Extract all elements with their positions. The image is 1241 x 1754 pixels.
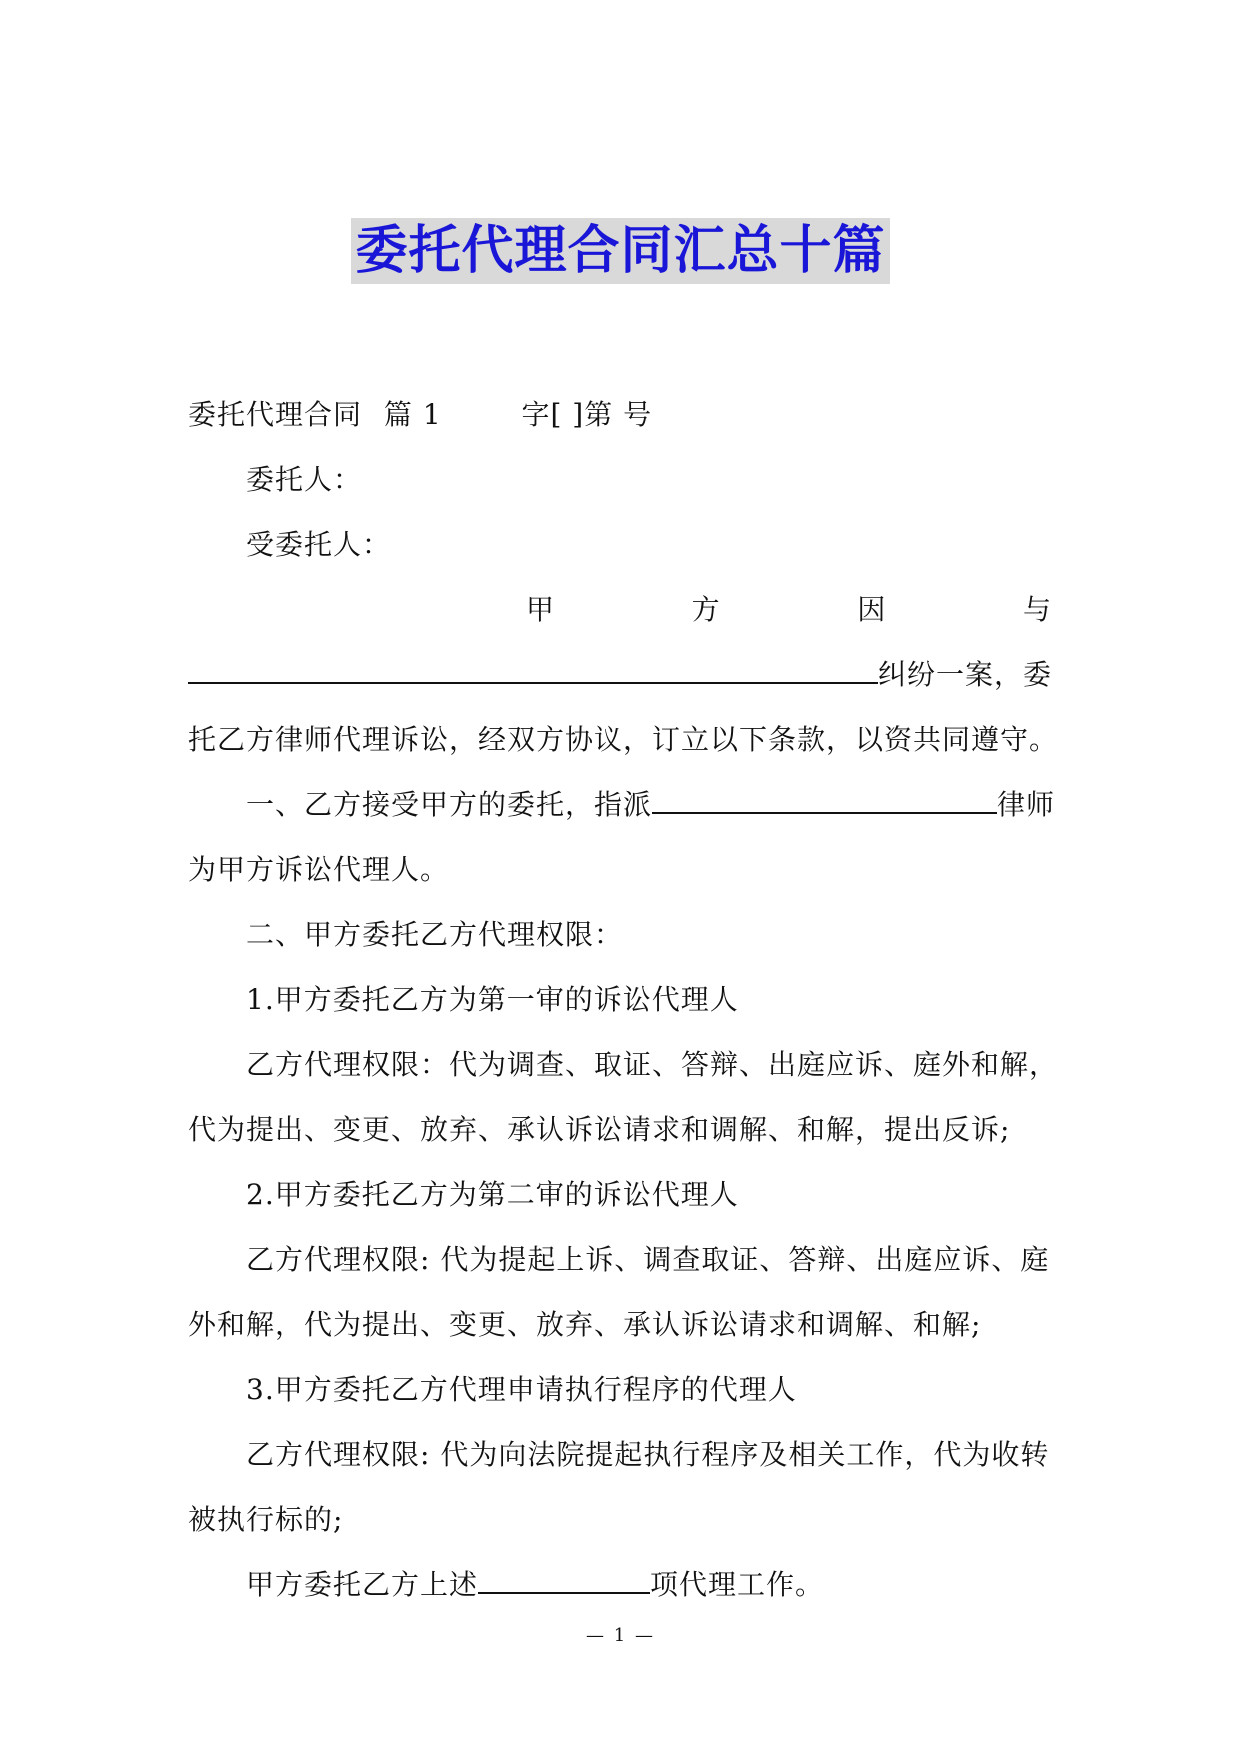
final-line	[188, 1552, 1052, 1617]
document-title: 委托代理合同汇总十篇	[351, 218, 889, 284]
dispute-line	[188, 642, 1052, 707]
item3-line2	[188, 1487, 1052, 1552]
item1-heading-line	[188, 967, 1052, 1032]
paragraph-line	[188, 707, 1059, 772]
contract-heading: 委托代理合同	[188, 398, 363, 431]
item3-text: 乙方代理权限: 代为向法院提起执行程序及相关工作，代为收转	[246, 1438, 1050, 1471]
document-body	[188, 382, 1059, 1617]
agent-line	[188, 512, 1052, 577]
item2-text: 乙方代理权限: 代为提起上诉、调查取证、答辩、出庭应诉、庭	[246, 1243, 1050, 1276]
item2-line2	[188, 1292, 1052, 1357]
item1-line1	[188, 1032, 1059, 1097]
item2-heading-line	[188, 1162, 1052, 1227]
clause2-heading: 二、甲方委托乙方代理权限：	[246, 918, 624, 951]
item1-text: 代为提出、变更、放弃、承认诉讼请求和调解、和解，提出反诉;	[188, 1113, 1011, 1146]
item1-line2	[188, 1097, 1052, 1162]
clause2-heading-line	[188, 902, 1052, 967]
spread-char: 方	[691, 593, 721, 626]
clause1-suffix: 律师	[997, 788, 1056, 821]
item1-text: 乙方代理权限：代为调查、取证、答辩、出庭应诉、庭外和解，	[246, 1048, 1059, 1081]
page-number: — 1 —	[586, 1625, 655, 1646]
title-container	[0, 218, 1241, 284]
agent-label: 受委托人：	[246, 528, 392, 561]
principal-line	[188, 447, 1052, 512]
final-suffix: 项代理工作。	[650, 1568, 825, 1601]
contract-heading-line	[188, 382, 1052, 447]
paragraph-text: 托乙方律师代理诉讼，经双方协议，订立以下条款，以资共同遵守。	[188, 723, 1059, 756]
item3-text: 被执行标的;	[188, 1503, 344, 1536]
contract-number: 字[ ]第 号	[521, 398, 653, 431]
final-prefix: 甲方委托乙方上述	[246, 1568, 479, 1601]
item2-line1	[188, 1227, 1052, 1292]
spread-char: 与	[1022, 593, 1052, 626]
item2-heading: 2.甲方委托乙方为第二审的诉讼代理人	[246, 1178, 739, 1211]
spread-char: 甲	[526, 593, 556, 626]
count-blank	[478, 1562, 650, 1594]
item3-line1	[188, 1422, 1052, 1487]
clause1-text: 为甲方诉讼代理人。	[188, 853, 450, 886]
item1-heading: 1.甲方委托乙方为第一审的诉讼代理人	[246, 983, 739, 1016]
clause1-line	[188, 772, 1056, 837]
lawyer-blank	[652, 782, 997, 814]
item2-text: 外和解，代为提出、变更、放弃、承认诉讼请求和调解、和解;	[188, 1308, 982, 1341]
clause1-line2	[188, 837, 1052, 902]
item3-heading: 3.甲方委托乙方代理申请执行程序的代理人	[246, 1373, 797, 1406]
spread-text-line	[188, 577, 1052, 642]
principal-label: 委托人：	[246, 463, 363, 496]
clause1-prefix: 一、乙方接受甲方的委托，指派	[246, 788, 653, 821]
contract-part: 篇 1	[383, 398, 442, 431]
dispute-suffix: 纠纷一案，委	[878, 658, 1053, 691]
item3-heading-line	[188, 1357, 1052, 1422]
spread-char: 因	[857, 593, 887, 626]
dispute-blank	[188, 652, 878, 684]
